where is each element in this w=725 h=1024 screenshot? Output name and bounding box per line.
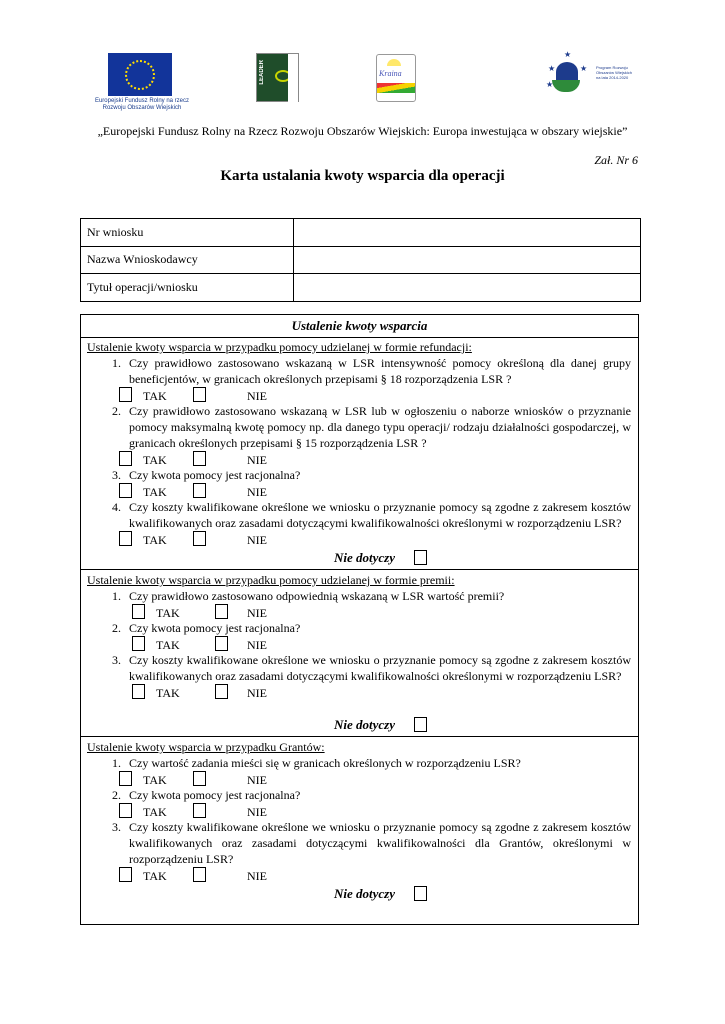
question: [87, 588, 631, 604]
section-title: Ustalenie kwoty wsparcia w przypadku pomocy udzielanej w formie premii:: [87, 573, 455, 587]
question-number: 3.: [112, 468, 121, 482]
answer-row: [87, 387, 631, 403]
answer-row: [87, 684, 631, 700]
nie-label: NIE: [247, 638, 267, 652]
section-title: Ustalenie kwoty wsparcia w przypadku Grantów:: [87, 740, 325, 754]
question-text: Czy prawidłowo zastosowano wskazaną w LSR intensywność pomocy określoną dla danej grupy beneficjentów, w granicach określonych przepisami § 18 rozporządzenia LSR ?: [129, 356, 631, 386]
nie-label: NIE: [247, 606, 267, 620]
question-number: 1.: [112, 356, 121, 370]
section-1: [81, 338, 638, 570]
table-row: [81, 219, 641, 247]
question: [87, 467, 631, 483]
tak-label: TAK: [143, 773, 167, 787]
question-text: Czy koszty kwalifikowane określone we wniosku o przyznanie pomocy są zgodne z zakresem kosztów kwalifikowanych oraz zasadami dotyczącymi kwalifikowalności określonymi w rozporządzeniu LSR?: [129, 653, 631, 683]
kraina-logo: Kraina: [376, 54, 416, 102]
tak-checkbox[interactable]: [119, 803, 132, 818]
tak-checkbox[interactable]: [119, 483, 132, 498]
question: [87, 499, 631, 531]
info-label: Nr wniosku: [81, 219, 294, 247]
tak-label: TAK: [143, 389, 167, 403]
application-number-field[interactable]: [294, 219, 641, 247]
tak-label: TAK: [156, 638, 180, 652]
tak-label: TAK: [143, 533, 167, 547]
not-applicable-row: [87, 547, 631, 569]
question-text: Czy prawidłowo zastosowano wskazaną w LSR lub w ogłoszeniu o naborze wniosków o przyznanie pomocy maksymalną kwotę pomocy np. dla danego typu operacji/ rodzaju działalności gospodarczej, w granicach określonych przepisami § 15 rozporządzenia LSR ?: [129, 404, 631, 450]
question-number: 1.: [112, 589, 121, 603]
answer-row: [87, 531, 631, 547]
question: [87, 355, 631, 387]
form-header: Ustalenie kwoty wsparcia: [81, 315, 638, 338]
question-text: Czy kwota pomocy jest racjonalna?: [129, 468, 301, 482]
answer-row: [87, 604, 631, 620]
info-label: Nazwa Wnioskodawcy: [81, 246, 294, 274]
nie-checkbox[interactable]: [193, 771, 206, 786]
tak-label: TAK: [156, 606, 180, 620]
table-row: [81, 274, 641, 302]
question-text: Czy koszty kwalifikowane określone we wniosku o przyznanie pomocy są zgodne z zakresem kosztów kwalifikowanych oraz zasadami dotyczącymi kwalifikowalności dla Grantów, określonymi w rozporządzeniu LSR?: [129, 820, 631, 866]
nie-label: NIE: [247, 773, 267, 787]
nie-checkbox[interactable]: [193, 387, 206, 402]
nie-label: NIE: [247, 805, 267, 819]
question-number: 3.: [112, 653, 121, 667]
question: [87, 652, 631, 684]
not-applicable-label: Nie dotyczy: [334, 886, 396, 901]
nie-checkbox[interactable]: [193, 867, 206, 882]
tak-label: TAK: [143, 485, 167, 499]
question-text: Czy kwota pomocy jest racjonalna?: [129, 788, 301, 802]
answer-row: [87, 867, 631, 883]
answer-row: [87, 803, 631, 819]
tak-checkbox[interactable]: [132, 604, 145, 619]
answer-row: [87, 451, 631, 467]
support-amount-form: [80, 314, 639, 925]
question-number: 3.: [112, 820, 121, 834]
info-label: Tytuł operacji/wniosku: [81, 274, 294, 302]
question: [87, 620, 631, 636]
not-applicable-checkbox[interactable]: [414, 550, 427, 565]
page-title: Karta ustalania kwoty wsparcia dla operacji: [220, 168, 505, 184]
tak-label: TAK: [156, 686, 180, 700]
eu-logo-caption: Europejski Fundusz Rolny na rzecz Rozwoju Obszarów Wiejskich: [94, 98, 190, 111]
question: [87, 787, 631, 803]
info-table: [80, 218, 641, 302]
nie-label: NIE: [247, 389, 267, 403]
tak-checkbox[interactable]: [119, 771, 132, 786]
not-applicable-label: Nie dotyczy: [334, 717, 396, 732]
answer-row: [87, 636, 631, 652]
section-3: [81, 737, 638, 905]
nie-label: NIE: [247, 686, 267, 700]
nie-checkbox[interactable]: [193, 483, 206, 498]
nie-label: NIE: [247, 485, 267, 499]
question: [87, 403, 631, 451]
nie-checkbox[interactable]: [215, 684, 228, 699]
prow-logo: ★ ★ ★ ★: [544, 50, 588, 98]
eu-flag-logo: [108, 53, 172, 96]
operation-title-field[interactable]: [294, 274, 641, 302]
prow-logo-caption: Program Rozwoju Obszarów Wiejskich na lata 2014-2020: [596, 65, 633, 80]
tak-label: TAK: [143, 805, 167, 819]
nie-checkbox[interactable]: [193, 451, 206, 466]
nie-checkbox[interactable]: [193, 803, 206, 818]
tak-checkbox[interactable]: [132, 684, 145, 699]
section-title: Ustalenie kwoty wsparcia w przypadku pomocy udzielanej w formie refundacji:: [87, 340, 472, 354]
question: [87, 819, 631, 867]
nie-checkbox[interactable]: [193, 531, 206, 546]
answer-row: [87, 483, 631, 499]
not-applicable-row: [87, 714, 631, 736]
nie-checkbox[interactable]: [215, 604, 228, 619]
leader-logo: LEADER: [256, 53, 299, 102]
tak-label: TAK: [143, 869, 167, 883]
not-applicable-checkbox[interactable]: [414, 886, 427, 901]
tak-checkbox[interactable]: [132, 636, 145, 651]
nie-label: NIE: [247, 533, 267, 547]
question-text: Czy kwota pomocy jest racjonalna?: [129, 621, 301, 635]
nie-label: NIE: [247, 869, 267, 883]
question-number: 2.: [112, 621, 121, 635]
question-text: Czy prawidłowo zastosowano odpowiednią wskazaną w LSR wartość premii?: [129, 589, 505, 603]
table-row: [81, 246, 641, 274]
question-number: 1.: [112, 756, 121, 770]
question: [87, 755, 631, 771]
nie-label: NIE: [247, 453, 267, 467]
tak-checkbox[interactable]: [119, 387, 132, 402]
question-number: 2.: [112, 788, 121, 802]
nie-checkbox[interactable]: [215, 636, 228, 651]
not-applicable-checkbox[interactable]: [414, 717, 427, 732]
section-2: [81, 570, 638, 737]
answer-row: [87, 771, 631, 787]
question-text: Czy wartość zadania mieści się w granicach określonych w rozporządzeniu LSR?: [129, 756, 521, 770]
tak-checkbox[interactable]: [119, 451, 132, 466]
not-applicable-label: Nie dotyczy: [334, 550, 396, 565]
question-number: 4.: [112, 500, 121, 514]
tak-checkbox[interactable]: [119, 867, 132, 882]
tak-label: TAK: [143, 453, 167, 467]
motto: „Europejski Fundusz Rolny na Rzecz Rozwoju Obszarów Wiejskich: Europa inwestująca w obszary wiejskie”: [97, 124, 628, 138]
question-text: Czy koszty kwalifikowane określone we wniosku o przyznanie pomocy są zgodne z zakresem kosztów kwalifikowanych oraz zasadami dotyczącymi kwalifikowalności określonymi w rozporządzeniu LSR?: [129, 500, 631, 530]
attachment-number: Zał. Nr 6: [594, 153, 638, 167]
applicant-name-field[interactable]: [294, 246, 641, 274]
not-applicable-row: [87, 883, 631, 905]
tak-checkbox[interactable]: [119, 531, 132, 546]
question-number: 2.: [112, 404, 121, 418]
